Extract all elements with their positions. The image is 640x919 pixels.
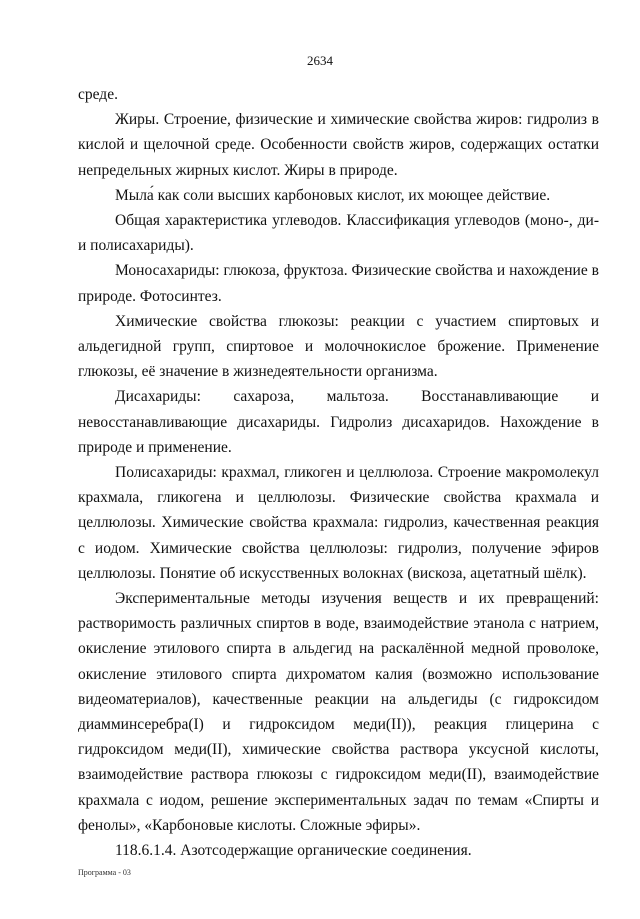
paragraph-glucose-properties: Химические свойства глюкозы: реакции с участием спиртовых и альдегидной групп, спиртовое и молочнокислое брожение. Применение глюкозы, её значение в жизнедеятельности организма.	[78, 312, 599, 381]
section-heading-nitrogen-compounds: 118.6.1.4. Азотсодержащие органические соединения.	[115, 842, 472, 860]
paragraph-monosaccharides: Моносахариды: глюкоза, фруктоза. Физические свойства и нахождение в природе. Фотосинтез.	[78, 262, 599, 305]
paragraph-experimental-methods: Экспериментальные методы изучения веществ и их превращений: растворимость различных спиртов в воде, взаимодействие этанола с натрием, окисление этилового спирта в альдегид на раскалённой медной проволоке, окисление этилового спирта дихроматом калия (возможно использование видеоматериалов), качественные реакции на альдегиды (с гидроксидом диамминсеребра(I) и гидроксидом меди(II)), реакция глицерина с гидроксидом меди(II), химические свойства раствора уксусной кислоты, взаимодействие раствора глюкозы с гидроксидом меди(II), взаимодействие крахмала с иодом, решение экспериментальных задач по темам «Спирты и фенолы», «Карбоновые кислоты. Сложные эфиры».	[78, 590, 599, 834]
paragraph-fats: Жиры. Строение, физические и химические свойства жиров: гидролиз в кислой и щелочной среде. Особенности свойств жиров, содержащих остатки непредельных жирных кислот. Жиры в природе.	[78, 111, 599, 179]
document-body	[78, 82, 599, 863]
paragraph-continuation: среде.	[78, 86, 118, 103]
paragraph-polysaccharides: Полисахариды: крахмал, гликоген и целлюлоза. Строение макромолекул крахмала, гликогена и целлюлозы. Физические свойства крахмала и целлюлозы. Химические свойства крахмала: гидролиз, качественная реакция с иодом. Химические свойства целлюлозы: гидролиз, получение эфиров целлюлозы. Понятие об искусственных волокнах (вискоза, ацетатный шёлк).	[78, 464, 599, 582]
paragraph-soaps: Мыла́ как соли высших карбоновых кислот, их моющее действие.	[115, 186, 551, 204]
page-number: 2634	[307, 53, 333, 68]
footer-label: Программа - 03	[78, 868, 131, 877]
paragraph-carbohydrates-overview: Общая характеристика углеводов. Классификация углеводов (моно-, ди- и полисахариды).	[78, 212, 599, 255]
paragraph-disaccharides: Дисахариды: сахароза, мальтоза. Восстанавливающие и невосстанавливающие дисахариды. Гидролиз дисахаридов. Нахождение в природе и применение.	[78, 388, 599, 456]
